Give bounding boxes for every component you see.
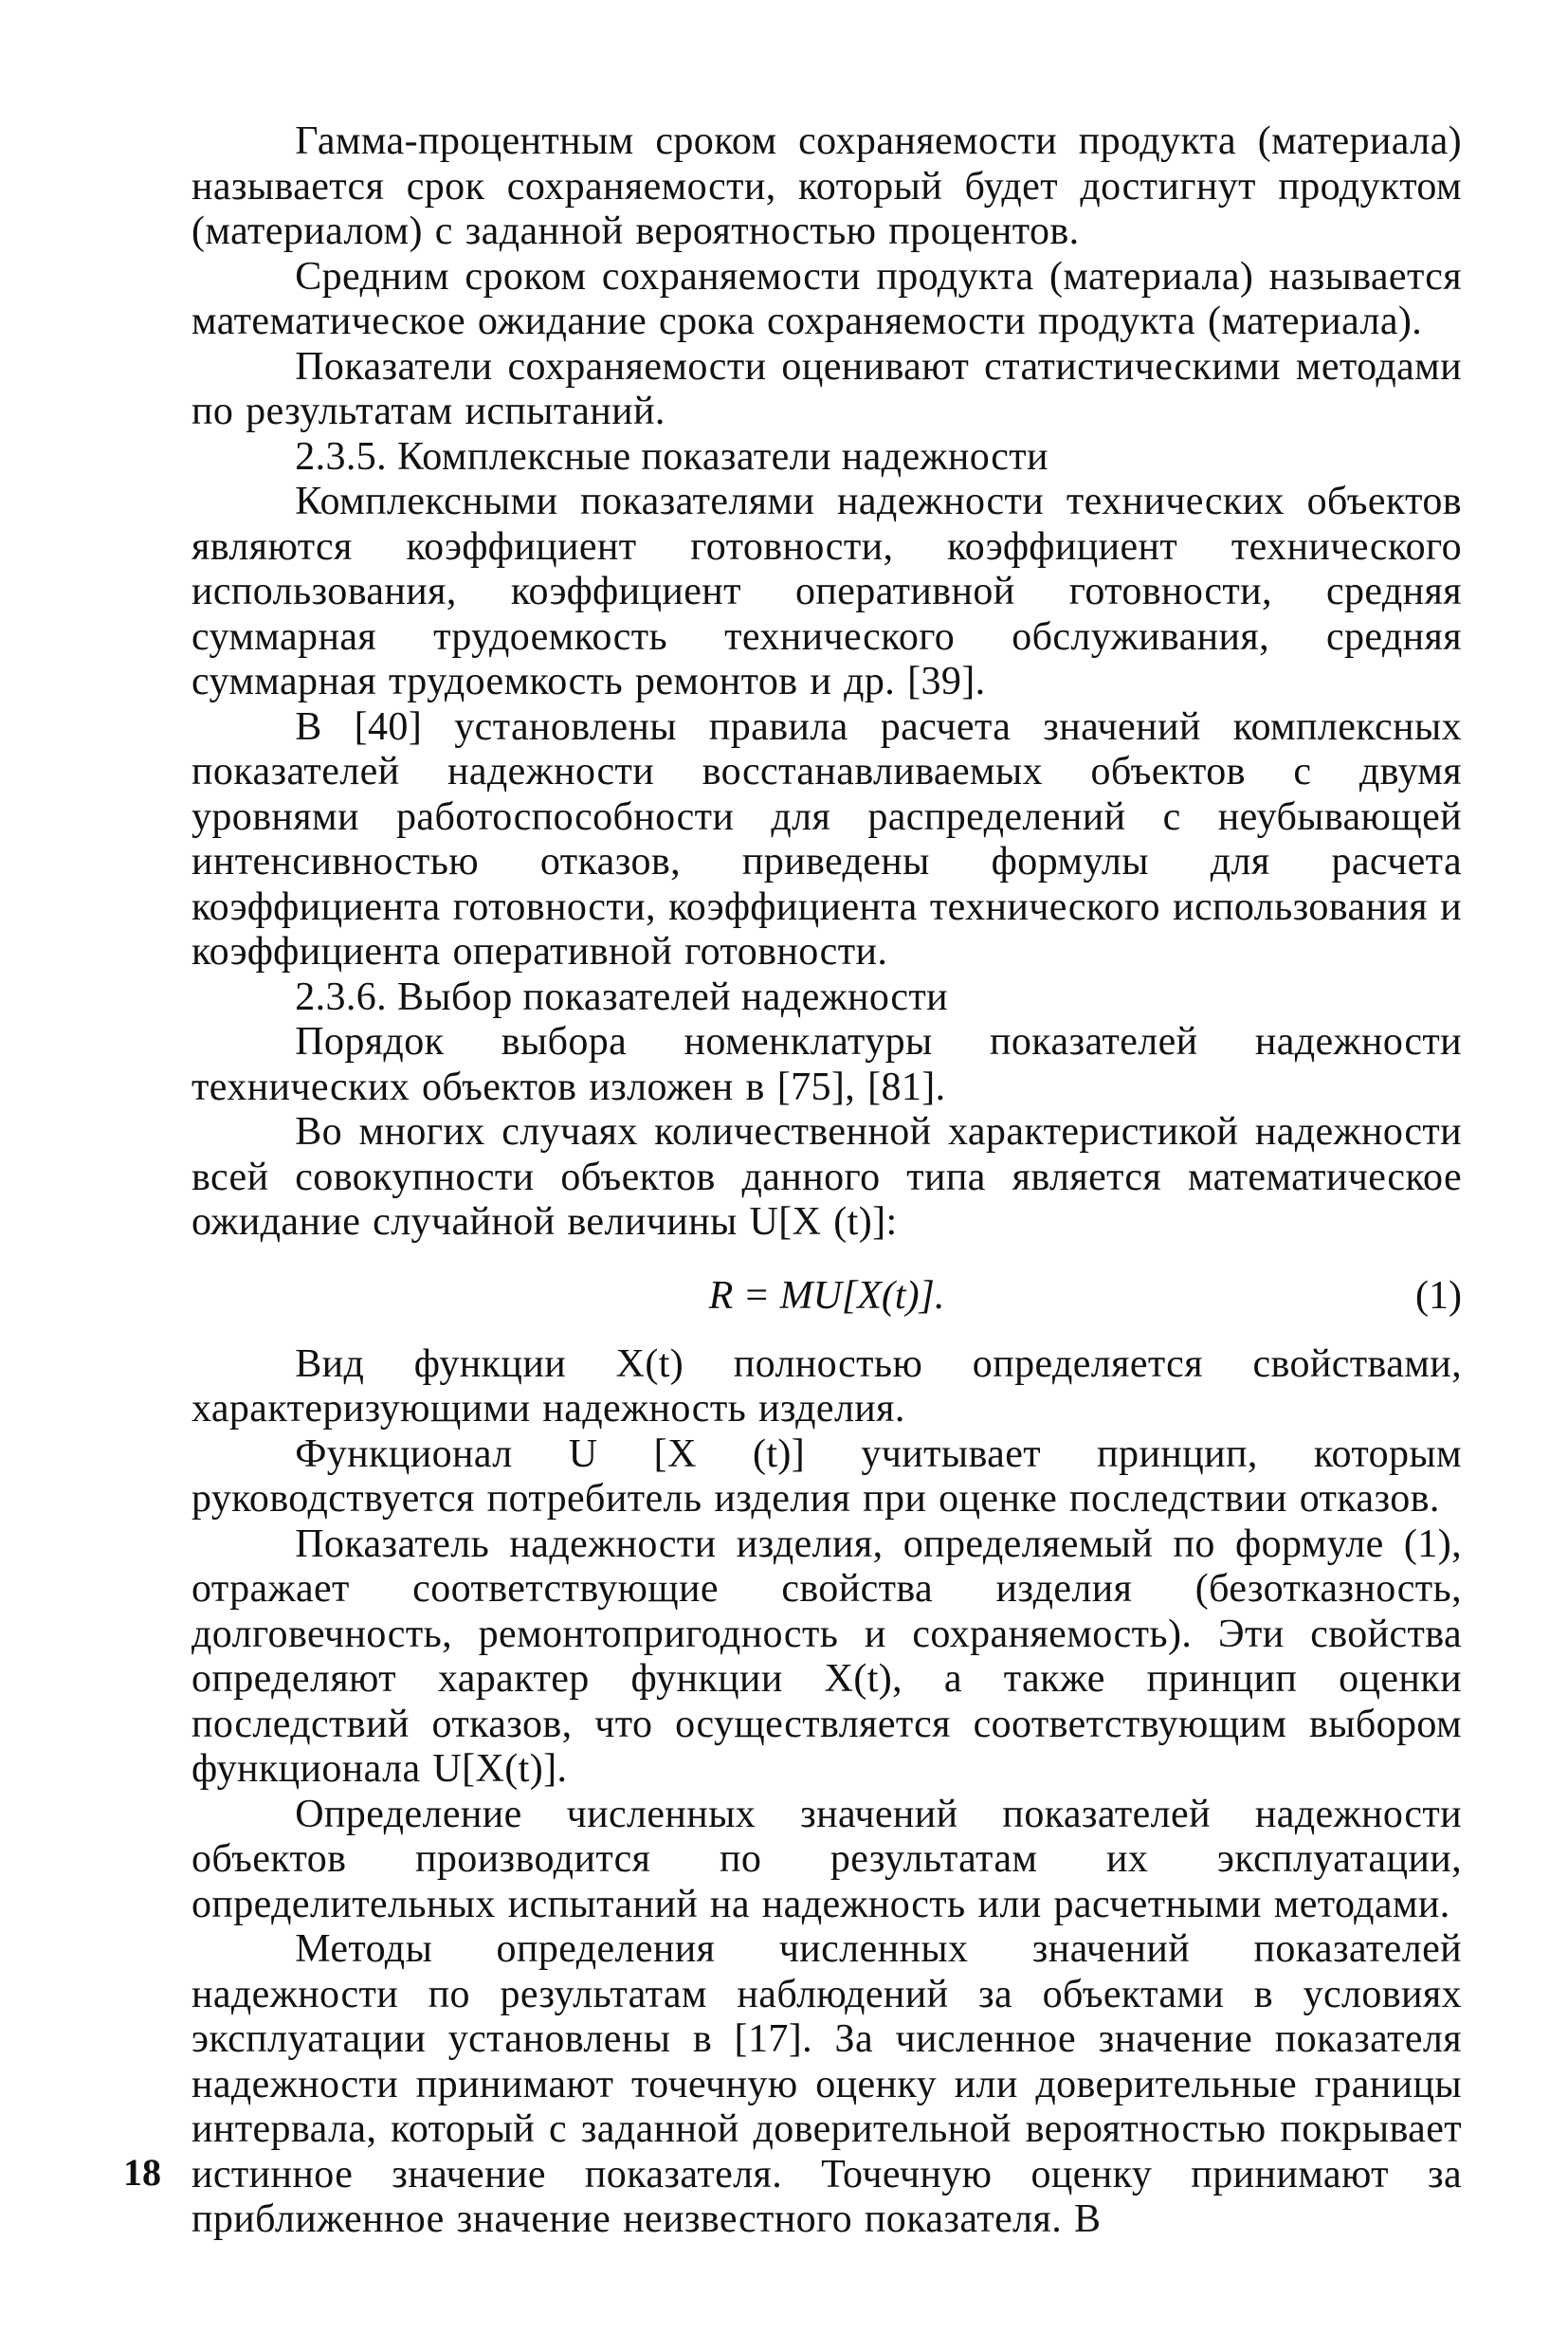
paragraph-methods: Методы определения численных значений показателей надежности по результатам наблюдений за объектами в условиях эксплуатации установлены в [17]. За численное значение показателя надежности принимают точечную оценку или доверительные границы интервала, который с заданной доверительной вероятностью покрывает истинное значение показателя. Точечную оценку принимают за приближенное значение неизвестного показателя. В bbox=[191, 1927, 1462, 2241]
paragraph-selection-order: Порядок выбора номенклатуры показателей надежности технических объектов изложен в [75], [81]. bbox=[191, 1020, 1462, 1109]
paragraph-mean-storage: Средним сроком сохраняемости продукта (материала) называется математическое ожидание срока сохраняемости продукта (материала). bbox=[191, 254, 1462, 343]
formula-number: (1) bbox=[1415, 1273, 1462, 1318]
paragraph-indicator-properties: Показатель надежности изделия, определяемый по формуле (1), отражает соответствующие свойства изделия (безотказность, долговечность, ремонтопригодность и сохраняемость). Эти свойства определяют характер функции X(t), а также принцип оценки последствий отказов, что осуществляется соответствующим выбором функционала U[X(t)]. bbox=[191, 1522, 1462, 1791]
paragraph-calculation-rules: В [40] установлены правила расчета значений комплексных показателей надежности восстанавливаемых объектов с двумя уровнями работоспособности для распределений с неубывающей интенсивностью отказов, приведены формулы для расчета коэффициента готовности, коэффициента технического использования и коэффициента оперативной готовности. bbox=[191, 704, 1462, 974]
page-number: 18 bbox=[123, 2151, 161, 2194]
section-heading-2-3-6: 2.3.6. Выбор показателей надежности bbox=[295, 975, 949, 1019]
paragraph-complex-indicators: Комплексными показателями надежности технических объектов являются коэффициент готовности, коэффициент технического использования, коэффициент оперативной готовности, средняя суммарная трудоемкость технического обслуживания, средняя суммарная трудоемкость ремонтов и др. [39]. bbox=[191, 480, 1462, 703]
paragraph-storage-indicators: Показатели сохраняемости оценивают статистическими методами по результатам испытаний. bbox=[191, 344, 1462, 433]
paragraph-gamma-percent-storage: Гамма-процентным сроком сохраняемости продукта (материала) называется срок сохраняемости, который будет достигнут продуктом (материалом) с заданной вероятностью процентов. bbox=[191, 119, 1462, 253]
paragraph-function-form: Вид функции X(t) полностью определяется свойствами, характеризующими надежность изделия. bbox=[191, 1341, 1462, 1431]
formula-row bbox=[191, 1253, 1462, 1339]
paragraph-expectation: Во многих случаях количественной характеристикой надежности всей совокупности объектов данного типа является математическое ожидание случайной величины U[X (t)]: bbox=[191, 1110, 1462, 1244]
section-heading-2-3-5: 2.3.5. Комплексные показатели надежности bbox=[295, 434, 1048, 479]
paragraph-numerical-values: Определение численных значений показателей надежности объектов производится по результатам их эксплуатации, определительных испытаний на надежность или расчетными методами. bbox=[191, 1792, 1462, 1926]
formula: R = MU[X(t)]. bbox=[708, 1273, 945, 1318]
page-text bbox=[191, 119, 1462, 2243]
paragraph-functional: Функционал U [X (t)] учитывает принцип, которым руководствуется потребитель изделия при оценке последствии отказов. bbox=[191, 1431, 1462, 1521]
